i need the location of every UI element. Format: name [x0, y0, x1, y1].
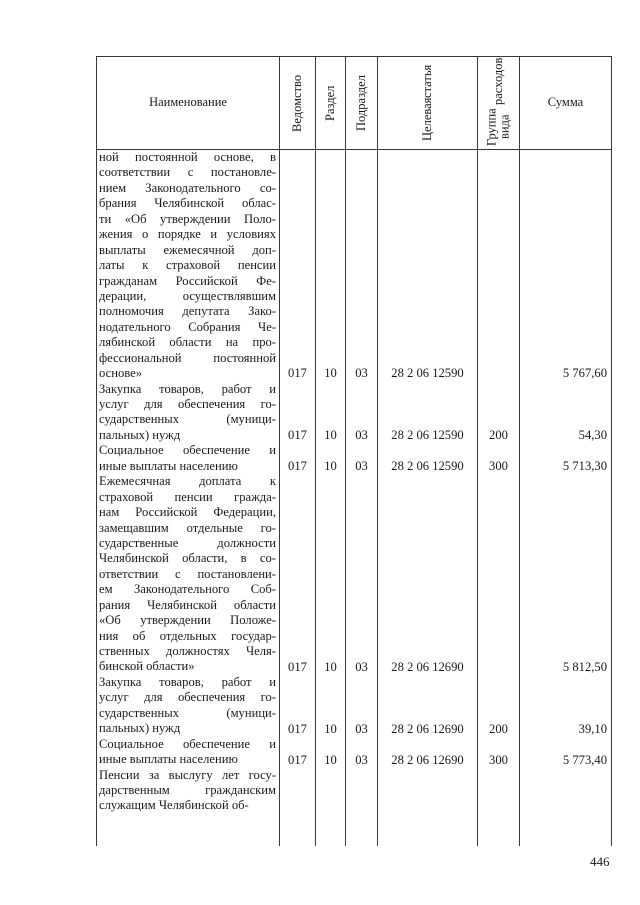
name-line: нием Законодательного со- [99, 180, 276, 195]
name-line: выплаты ежемесячной доп- [99, 242, 276, 257]
name-line: пальных) нужд [99, 427, 181, 442]
cell-dept: 017 [288, 366, 307, 381]
name-line: иные выплаты населению [99, 752, 238, 767]
name-line: ния об отдельных государ- [99, 628, 276, 643]
cell-target: 28 2 06 12590 [391, 366, 464, 381]
cell-subsection: 03 [355, 459, 368, 473]
name-line: соответствии с постановле- [99, 165, 276, 180]
name-line: нам Российской Федерации, [99, 505, 276, 520]
name-line: Социальное обеспечение и [99, 736, 276, 751]
name-line: «Об утверждении Положе- [99, 613, 276, 628]
table-top-border [96, 56, 612, 57]
name-line: замещавшим отдельные го- [99, 520, 276, 535]
name-line: рания Челябинской области [99, 597, 276, 612]
name-line: Закупка товаров, работ и [99, 674, 276, 689]
name-line: нодательного Собрания Че- [99, 319, 276, 334]
header-name: Наименование [149, 95, 227, 109]
name-line: ответствии с постановлени- [99, 566, 276, 581]
column-border [611, 56, 612, 846]
cell-subsection: 03 [355, 428, 368, 443]
name-line: Социальное обеспечение и [99, 443, 276, 458]
cell-section: 10 [324, 428, 337, 443]
name-line: лябинской области на про- [99, 335, 276, 350]
cell-subsection: 03 [355, 366, 368, 381]
name-line: пальных) нужд [99, 721, 181, 736]
cell-subsection: 03 [355, 659, 368, 674]
name-line: страховой пенсии гражда- [99, 489, 276, 504]
header-dept: Ведомство [290, 74, 304, 132]
cell-dept: 017 [288, 428, 307, 443]
header-subsection: Подраздел [354, 75, 368, 131]
name-column [99, 150, 276, 814]
column-border [96, 56, 97, 846]
cell-sum: 5 812,50 [562, 659, 607, 674]
cell-section: 10 [324, 659, 337, 674]
cell-sum: 5 713,30 [562, 459, 607, 473]
name-line: бинской области» [99, 659, 195, 674]
name-line: сударственных (муници- [99, 705, 276, 720]
header-sum: Сумма [547, 95, 584, 109]
header-group: Группа вида расходов [484, 58, 512, 146]
name-line: ем Законодательного Соб- [99, 582, 276, 597]
name-line: дерации, осуществлявшим [99, 288, 276, 303]
cell-group: 200 [489, 721, 508, 736]
cell-target: 28 2 06 12690 [391, 659, 464, 674]
name-line: услуг для обеспечения го- [99, 690, 276, 705]
cell-target: 28 2 06 12590 [391, 428, 464, 443]
cell-target: 28 2 06 12690 [391, 752, 464, 767]
cell-sum: 54,30 [578, 428, 607, 443]
cell-dept: 017 [288, 752, 307, 767]
page-number: 446 [590, 854, 610, 869]
name-line: фессиональной постоянной [99, 350, 276, 365]
cell-section: 10 [324, 366, 337, 381]
name-line: ственных должностях Челя- [99, 644, 276, 658]
name-line: Ежемесячная доплата к [99, 474, 276, 489]
header-target: Целевая статья [420, 64, 434, 142]
cell-sum: 39,10 [578, 721, 607, 736]
cell-group: 300 [489, 459, 508, 473]
name-line: латы к страховой пенсии [99, 258, 276, 273]
cell-subsection: 03 [355, 752, 368, 767]
name-line: Закупка товаров, работ и [99, 381, 276, 396]
cell-section: 10 [324, 459, 337, 473]
cell-dept: 017 [288, 659, 307, 674]
cell-subsection: 03 [355, 721, 368, 736]
header-section: Раздел [323, 85, 337, 121]
cell-group: 300 [489, 752, 508, 767]
name-line: полномочия депутата Зако- [99, 304, 276, 319]
cell-group: 200 [489, 428, 508, 443]
name-line: иные выплаты населению [99, 458, 238, 473]
name-line: брания Челябинской облас- [99, 196, 276, 211]
name-line: ти «Об утверждении Поло- [99, 211, 276, 226]
cell-target: 28 2 06 12690 [391, 721, 464, 736]
name-line: служащим Челябинской об- [99, 798, 249, 813]
cell-sum: 5 773,40 [562, 752, 607, 767]
name-line: жения о порядке и условиях [99, 227, 276, 242]
name-line: услуг для обеспечения го- [99, 397, 276, 411]
cell-section: 10 [324, 752, 337, 767]
name-line: основе» [99, 366, 142, 381]
name-line: Пенсии за выслугу лет госу- [99, 767, 276, 782]
name-line: сударственные должности [99, 535, 276, 550]
name-line: сударственных (муници- [99, 412, 276, 427]
cell-sum: 5 767,60 [562, 366, 607, 381]
cell-dept: 017 [288, 721, 307, 736]
cell-dept: 017 [288, 459, 307, 473]
name-line: Челябинской области, в со- [99, 551, 276, 566]
name-line: дарственным гражданским [99, 782, 276, 797]
name-line: ной постоянной основе, в [99, 150, 276, 164]
cell-target: 28 2 06 12590 [391, 459, 464, 473]
name-line: гражданам Российской Фе- [99, 273, 276, 288]
cell-section: 10 [324, 721, 337, 736]
